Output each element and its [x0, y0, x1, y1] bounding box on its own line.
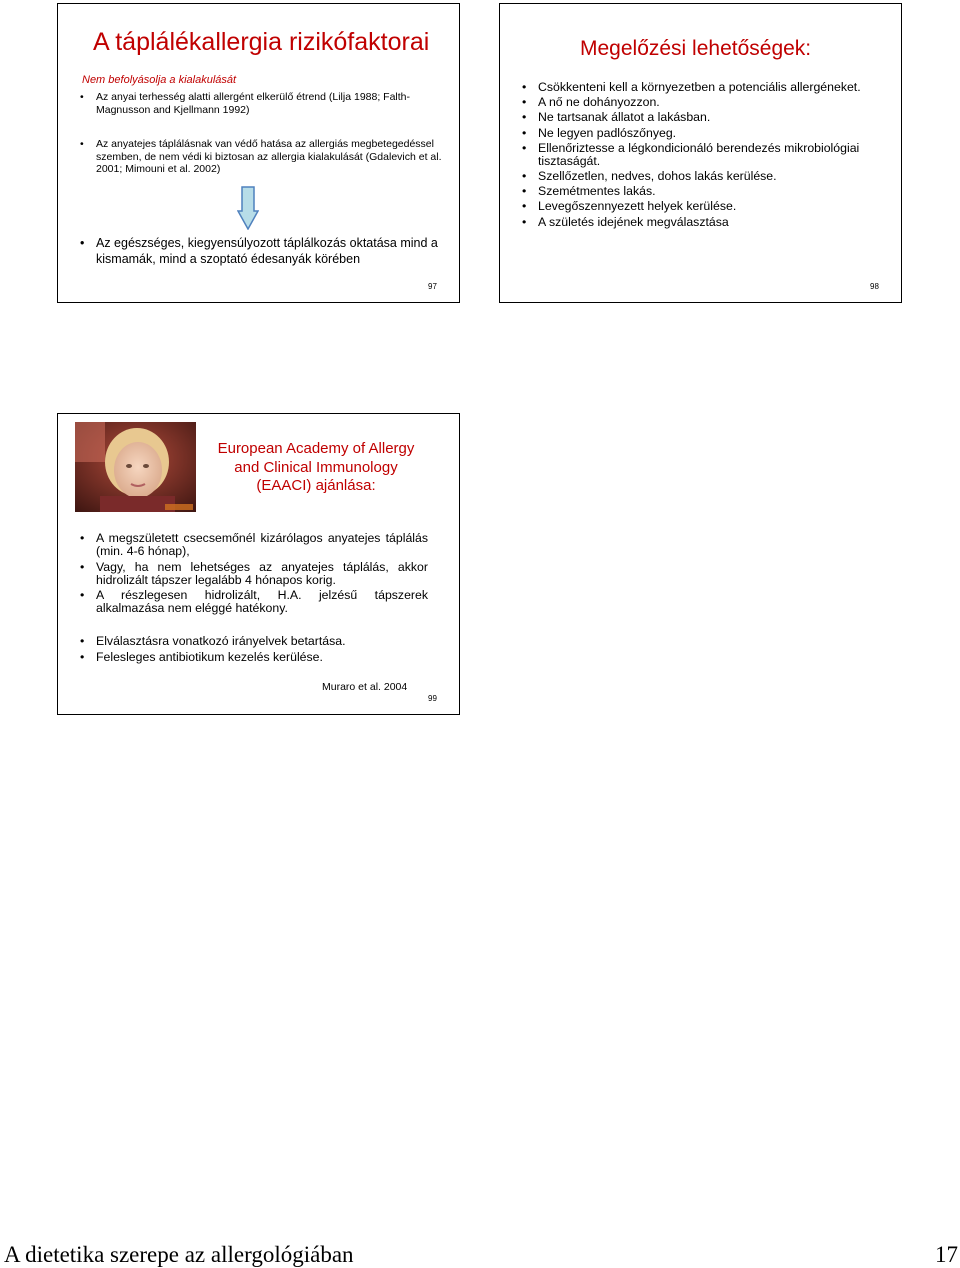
bullet-list — [80, 532, 428, 618]
list-item: • Csökkenteni kell a környezetben a potenciális allergéneket. — [522, 81, 894, 94]
footer-page-number: 17 — [935, 1242, 958, 1267]
bullet-list — [80, 235, 452, 267]
list-item: • Elválasztásra vonatkozó irányelvek betartása. — [80, 635, 428, 648]
child-photo — [75, 422, 196, 512]
slide-title: Megelőzési lehetőségek: — [580, 37, 812, 60]
list-item: • Levegőszennyezett helyek kerülése. — [522, 200, 894, 213]
list-item: • Az egészséges, kiegyensúlyozott táplálkozás oktatása mind a kismamák, mind a szoptató édesanyák körében — [80, 235, 452, 267]
list-item: • Vagy, ha nem lehetséges az anyatejes táplálás, akkor hidrolizált tápszer legalább 4 hónapos korig. — [80, 561, 428, 587]
list-item: • A részlegesen hidrolizált, H.A. jelzésű tápszerek alkalmazása nem eléggé hatékony. — [80, 589, 428, 615]
list-item: • Ne tartsanak állatot a lakásban. — [522, 111, 894, 124]
list-item: • Szemétmentes lakás. — [522, 185, 894, 198]
slide-97 — [57, 3, 460, 303]
slide-subtitle: Nem befolyásolja a kialakulását — [82, 74, 237, 86]
list-item: • Szellőzetlen, nedves, dohos lakás kerülése. — [522, 170, 894, 183]
page-number: 99 — [428, 694, 437, 703]
list-item: • Az anyai terhesség alatti allergént elkerülő étrend (Lilja 1988; Falth-Magnusson and Kjellmann 1992) — [80, 91, 452, 116]
citation: Muraro et al. 2004 — [322, 681, 408, 693]
page-number: 97 — [428, 282, 437, 291]
bullet-list — [80, 91, 452, 198]
list-item: • Felesleges antibiotikum kezelés kerülése. — [80, 651, 428, 664]
list-item: • A megszületett csecsemőnél kizárólagos anyatejes táplálás (min. 4-6 hónap), — [80, 532, 428, 558]
list-item: • Az anyatejes táplálásnak van védő hatása az allergiás megbetegedéssel szemben, de nem védi ki biztosan az allergia kialakulását (Gdalevich et al. 2001; Mimouni et al. 2002) — [80, 138, 452, 176]
down-arrow-icon — [237, 186, 259, 230]
list-item: • Ellenőriztesse a légkondicionáló berendezés mikrobiológiai tisztaságát. — [522, 142, 894, 168]
bullet-list — [80, 635, 428, 667]
list-item: • A nő ne dohányozzon. — [522, 96, 894, 109]
list-item: • A születés idejének megválasztása — [522, 216, 894, 229]
slide-title: A táplálékallergia rizikófaktorai — [93, 28, 430, 56]
page-number: 98 — [870, 282, 879, 291]
list-item: • Ne legyen padlószőnyeg. — [522, 127, 894, 140]
bullet-list — [522, 81, 894, 231]
slide-title: European Academy of Allergy and Clinical Immunology (EAACI) ajánlása: — [217, 440, 415, 494]
slide-99 — [57, 413, 460, 715]
footer-title: A dietetika szerepe az allergológiában — [4, 1242, 354, 1267]
slide-98 — [499, 3, 902, 303]
